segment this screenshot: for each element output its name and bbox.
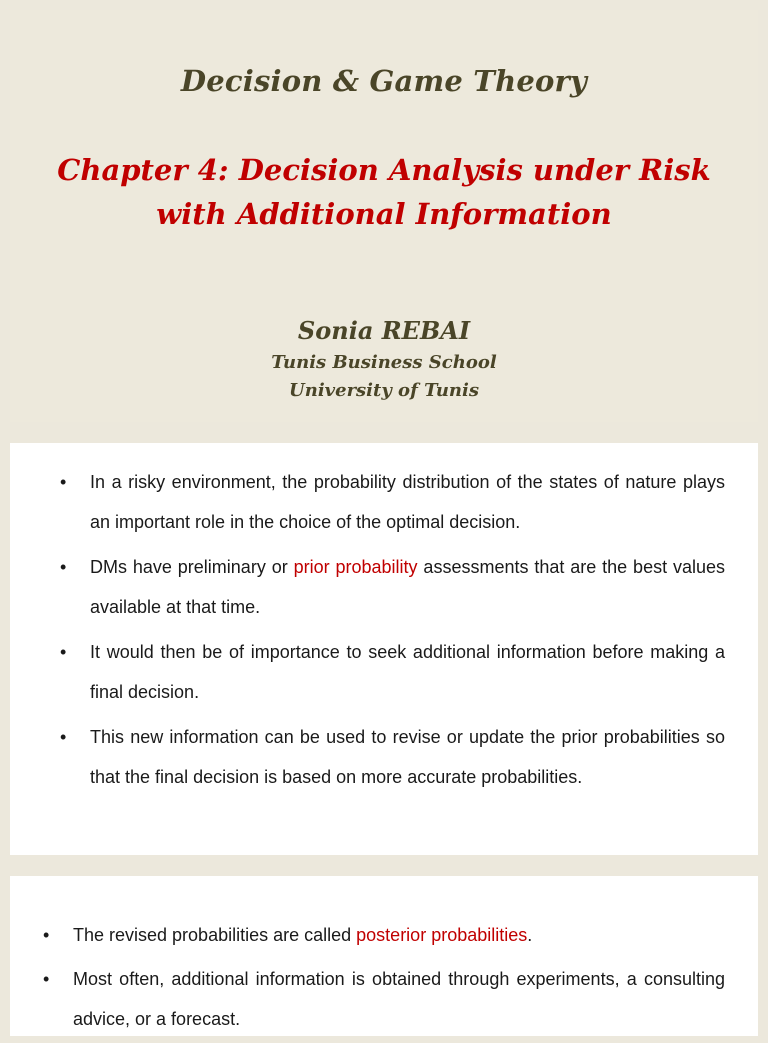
bullet-text: assessments that are the best values available at that time. (90, 557, 725, 617)
bullet-marker: • (43, 925, 50, 945)
bullet-text: It would then be of importance to seek additional information before making a final decision. (90, 642, 725, 702)
title-slide (10, 10, 758, 422)
bullet-marker: • (60, 557, 67, 577)
bullet-item (43, 959, 725, 1039)
bullet-item (60, 632, 725, 712)
bullet-marker: • (60, 727, 67, 747)
author-name: Sonia REBAI (297, 316, 471, 345)
bullet-text: . (527, 925, 533, 945)
highlight-term: posterior probabilities (356, 925, 528, 945)
school-name: Tunis Business School (271, 352, 497, 373)
bullet-item (60, 547, 725, 627)
bullet-marker: • (43, 969, 50, 989)
bullet-item (60, 462, 725, 542)
bullet-marker: • (60, 472, 67, 492)
content-slide-3 (10, 876, 758, 1036)
bullet-text: This new information can be used to revise or update the prior probabilities so that the final decision is based on more accurate probabilities. (90, 727, 725, 787)
bullet-item (43, 915, 725, 955)
chapter-title: Chapter 4: Decision Analysis under Risk with Additional Information (57, 153, 711, 231)
bullet-list (60, 462, 725, 802)
course-title: Decision & Game Theory (180, 64, 588, 98)
bullet-marker: • (60, 642, 67, 662)
bullet-text: The revised probabilities are called (73, 925, 357, 945)
highlight-term: prior probability (293, 557, 418, 577)
content-slide-2 (10, 443, 758, 855)
bullet-text: DMs have preliminary or (90, 557, 294, 577)
university-name: University of Tunis (289, 380, 479, 401)
bullet-text: In a risky environment, the probability distribution of the states of nature plays an important role in the choice of the optimal decision. (90, 472, 725, 532)
bullet-item (60, 717, 725, 797)
bullet-text: Most often, additional information is obtained through experiments, a consulting advice, or a forecast. (73, 969, 725, 1029)
